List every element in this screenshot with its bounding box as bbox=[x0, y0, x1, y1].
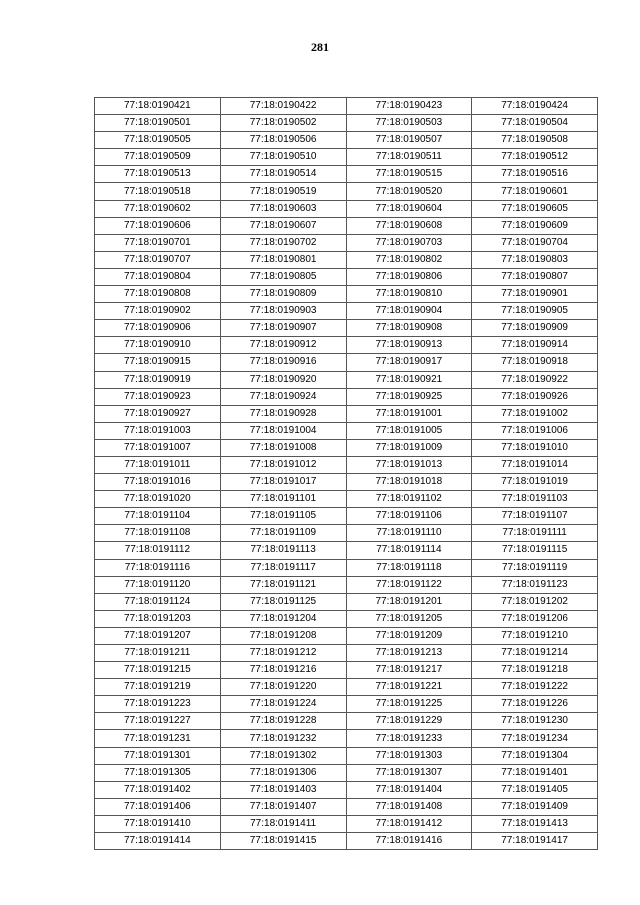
table-cell: 77:18:0191306 bbox=[220, 764, 346, 781]
table-cell: 77:18:0190702 bbox=[220, 234, 346, 251]
table-cell: 77:18:0190912 bbox=[220, 337, 346, 354]
table-cell: 77:18:0190807 bbox=[472, 268, 598, 285]
table-row bbox=[95, 815, 598, 832]
table-cell: 77:18:0191124 bbox=[95, 593, 221, 610]
table-row bbox=[95, 371, 598, 388]
table-row bbox=[95, 610, 598, 627]
table-cell: 77:18:0191216 bbox=[220, 662, 346, 679]
table-row bbox=[95, 747, 598, 764]
table-cell: 77:18:0191221 bbox=[346, 679, 472, 696]
table-cell: 77:18:0190901 bbox=[472, 286, 598, 303]
table-cell: 77:18:0191224 bbox=[220, 696, 346, 713]
table-cell: 77:18:0191109 bbox=[220, 525, 346, 542]
table-cell: 77:18:0190421 bbox=[95, 98, 221, 115]
table-cell: 77:18:0191017 bbox=[220, 474, 346, 491]
table-cell: 77:18:0190809 bbox=[220, 286, 346, 303]
table-cell: 77:18:0190510 bbox=[220, 149, 346, 166]
table-cell: 77:18:0191202 bbox=[472, 593, 598, 610]
table-cell: 77:18:0190904 bbox=[346, 303, 472, 320]
table-cell: 77:18:0190701 bbox=[95, 234, 221, 251]
table-row bbox=[95, 508, 598, 525]
table-cell: 77:18:0191113 bbox=[220, 542, 346, 559]
table-cell: 77:18:0191415 bbox=[220, 833, 346, 850]
table-cell: 77:18:0191413 bbox=[472, 815, 598, 832]
table-cell: 77:18:0190601 bbox=[472, 183, 598, 200]
table-cell: 77:18:0191226 bbox=[472, 696, 598, 713]
table-cell: 77:18:0190504 bbox=[472, 115, 598, 132]
table-cell: 77:18:0191004 bbox=[220, 422, 346, 439]
table-cell: 77:18:0191231 bbox=[95, 730, 221, 747]
table-cell: 77:18:0190919 bbox=[95, 371, 221, 388]
table-cell: 77:18:0190910 bbox=[95, 337, 221, 354]
table-row bbox=[95, 200, 598, 217]
table-cell: 77:18:0190810 bbox=[346, 286, 472, 303]
table-row bbox=[95, 559, 598, 576]
table-row bbox=[95, 132, 598, 149]
table-row bbox=[95, 166, 598, 183]
table-row bbox=[95, 354, 598, 371]
table-row bbox=[95, 679, 598, 696]
table-row bbox=[95, 98, 598, 115]
table-cell: 77:18:0191108 bbox=[95, 525, 221, 542]
table-cell: 77:18:0191218 bbox=[472, 662, 598, 679]
table-cell: 77:18:0190918 bbox=[472, 354, 598, 371]
table-row bbox=[95, 576, 598, 593]
table-cell: 77:18:0191233 bbox=[346, 730, 472, 747]
table-cell: 77:18:0191008 bbox=[220, 439, 346, 456]
table-cell: 77:18:0190913 bbox=[346, 337, 472, 354]
table-cell: 77:18:0190921 bbox=[346, 371, 472, 388]
table-cell: 77:18:0191121 bbox=[220, 576, 346, 593]
table-row bbox=[95, 542, 598, 559]
table-cell: 77:18:0191208 bbox=[220, 627, 346, 644]
table-cell: 77:18:0190924 bbox=[220, 388, 346, 405]
table-cell: 77:18:0191125 bbox=[220, 593, 346, 610]
table-cell: 77:18:0191416 bbox=[346, 833, 472, 850]
table-cell: 77:18:0191414 bbox=[95, 833, 221, 850]
table-cell: 77:18:0191417 bbox=[472, 833, 598, 850]
table-cell: 77:18:0191112 bbox=[95, 542, 221, 559]
table-cell: 77:18:0191117 bbox=[220, 559, 346, 576]
table-row bbox=[95, 525, 598, 542]
table-cell: 77:18:0190906 bbox=[95, 320, 221, 337]
table-cell: 77:18:0190609 bbox=[472, 217, 598, 234]
table-cell: 77:18:0190605 bbox=[472, 200, 598, 217]
table-cell: 77:18:0191105 bbox=[220, 508, 346, 525]
table-cell: 77:18:0190606 bbox=[95, 217, 221, 234]
table-cell: 77:18:0191229 bbox=[346, 713, 472, 730]
table-row bbox=[95, 422, 598, 439]
table-cell: 77:18:0191101 bbox=[220, 491, 346, 508]
table-row bbox=[95, 627, 598, 644]
table-cell: 77:18:0190703 bbox=[346, 234, 472, 251]
table-cell: 77:18:0191225 bbox=[346, 696, 472, 713]
table-cell: 77:18:0191012 bbox=[220, 456, 346, 473]
table-cell: 77:18:0191232 bbox=[220, 730, 346, 747]
table-cell: 77:18:0190512 bbox=[472, 149, 598, 166]
table-cell: 77:18:0191014 bbox=[472, 456, 598, 473]
table-row bbox=[95, 149, 598, 166]
table-cell: 77:18:0191407 bbox=[220, 798, 346, 815]
table-cell: 77:18:0191303 bbox=[346, 747, 472, 764]
table-cell: 77:18:0191020 bbox=[95, 491, 221, 508]
table-cell: 77:18:0191207 bbox=[95, 627, 221, 644]
table-cell: 77:18:0191002 bbox=[472, 405, 598, 422]
table-cell: 77:18:0191201 bbox=[346, 593, 472, 610]
table-row bbox=[95, 730, 598, 747]
table-row bbox=[95, 456, 598, 473]
table-cell: 77:18:0191302 bbox=[220, 747, 346, 764]
table-cell: 77:18:0191122 bbox=[346, 576, 472, 593]
table-row bbox=[95, 781, 598, 798]
table-cell: 77:18:0191006 bbox=[472, 422, 598, 439]
table-row bbox=[95, 474, 598, 491]
table-row bbox=[95, 115, 598, 132]
table-cell: 77:18:0190704 bbox=[472, 234, 598, 251]
table-cell: 77:18:0191402 bbox=[95, 781, 221, 798]
table-cell: 77:18:0191222 bbox=[472, 679, 598, 696]
table-cell: 77:18:0191215 bbox=[95, 662, 221, 679]
table-row bbox=[95, 320, 598, 337]
table-cell: 77:18:0190519 bbox=[220, 183, 346, 200]
table-cell: 77:18:0190926 bbox=[472, 388, 598, 405]
table-cell: 77:18:0190923 bbox=[95, 388, 221, 405]
table-row bbox=[95, 833, 598, 850]
table-cell: 77:18:0191401 bbox=[472, 764, 598, 781]
table-cell: 77:18:0190422 bbox=[220, 98, 346, 115]
table-cell: 77:18:0190902 bbox=[95, 303, 221, 320]
table-cell: 77:18:0191205 bbox=[346, 610, 472, 627]
table-cell: 77:18:0191219 bbox=[95, 679, 221, 696]
table-cell: 77:18:0191410 bbox=[95, 815, 221, 832]
table-cell: 77:18:0191409 bbox=[472, 798, 598, 815]
table-cell: 77:18:0190516 bbox=[472, 166, 598, 183]
table-cell: 77:18:0191204 bbox=[220, 610, 346, 627]
table-cell: 77:18:0190604 bbox=[346, 200, 472, 217]
table-cell: 77:18:0191115 bbox=[472, 542, 598, 559]
table-cell: 77:18:0190808 bbox=[95, 286, 221, 303]
table-row bbox=[95, 234, 598, 251]
table-row bbox=[95, 183, 598, 200]
table-cell: 77:18:0191234 bbox=[472, 730, 598, 747]
table-cell: 77:18:0191217 bbox=[346, 662, 472, 679]
table-cell: 77:18:0191209 bbox=[346, 627, 472, 644]
table-cell: 77:18:0190909 bbox=[472, 320, 598, 337]
table-cell: 77:18:0191103 bbox=[472, 491, 598, 508]
table-row bbox=[95, 217, 598, 234]
table-cell: 77:18:0191019 bbox=[472, 474, 598, 491]
table-cell: 77:18:0190603 bbox=[220, 200, 346, 217]
table-cell: 77:18:0191003 bbox=[95, 422, 221, 439]
table-cell: 77:18:0191005 bbox=[346, 422, 472, 439]
table-cell: 77:18:0191227 bbox=[95, 713, 221, 730]
table-cell: 77:18:0190907 bbox=[220, 320, 346, 337]
table-cell: 77:18:0191007 bbox=[95, 439, 221, 456]
table-cell: 77:18:0191210 bbox=[472, 627, 598, 644]
table-cell: 77:18:0191107 bbox=[472, 508, 598, 525]
table-cell: 77:18:0191106 bbox=[346, 508, 472, 525]
table-cell: 77:18:0190503 bbox=[346, 115, 472, 132]
table-cell: 77:18:0191001 bbox=[346, 405, 472, 422]
table-cell: 77:18:0191206 bbox=[472, 610, 598, 627]
table-cell: 77:18:0190513 bbox=[95, 166, 221, 183]
table-cell: 77:18:0190915 bbox=[95, 354, 221, 371]
table-cell: 77:18:0190805 bbox=[220, 268, 346, 285]
table-cell: 77:18:0190928 bbox=[220, 405, 346, 422]
table-cell: 77:18:0190607 bbox=[220, 217, 346, 234]
table-cell: 77:18:0190520 bbox=[346, 183, 472, 200]
table-cell: 77:18:0190916 bbox=[220, 354, 346, 371]
table-cell: 77:18:0190508 bbox=[472, 132, 598, 149]
table-cell: 77:18:0191220 bbox=[220, 679, 346, 696]
table-row bbox=[95, 439, 598, 456]
table-row bbox=[95, 798, 598, 815]
table-row bbox=[95, 645, 598, 662]
table-cell: 77:18:0190608 bbox=[346, 217, 472, 234]
table-cell: 77:18:0190515 bbox=[346, 166, 472, 183]
table-cell: 77:18:0190506 bbox=[220, 132, 346, 149]
table-row bbox=[95, 405, 598, 422]
table-row bbox=[95, 593, 598, 610]
table-row bbox=[95, 303, 598, 320]
table-cell: 77:18:0190803 bbox=[472, 251, 598, 268]
table-cell: 77:18:0191406 bbox=[95, 798, 221, 815]
table-row bbox=[95, 337, 598, 354]
table-cell: 77:18:0190914 bbox=[472, 337, 598, 354]
table-cell: 77:18:0191118 bbox=[346, 559, 472, 576]
table-cell: 77:18:0191214 bbox=[472, 645, 598, 662]
table-cell: 77:18:0191110 bbox=[346, 525, 472, 542]
table-row bbox=[95, 286, 598, 303]
table-cell: 77:18:0191119 bbox=[472, 559, 598, 576]
table-cell: 77:18:0190903 bbox=[220, 303, 346, 320]
table-cell: 77:18:0191305 bbox=[95, 764, 221, 781]
table-cell: 77:18:0190922 bbox=[472, 371, 598, 388]
table-cell: 77:18:0190509 bbox=[95, 149, 221, 166]
table-cell: 77:18:0191104 bbox=[95, 508, 221, 525]
table-cell: 77:18:0191123 bbox=[472, 576, 598, 593]
table-row bbox=[95, 713, 598, 730]
table-cell: 77:18:0191009 bbox=[346, 439, 472, 456]
table-cell: 77:18:0190602 bbox=[95, 200, 221, 217]
table-cell: 77:18:0191213 bbox=[346, 645, 472, 662]
table-cell: 77:18:0191114 bbox=[346, 542, 472, 559]
table-cell: 77:18:0191304 bbox=[472, 747, 598, 764]
table-cell: 77:18:0191203 bbox=[95, 610, 221, 627]
table-row bbox=[95, 662, 598, 679]
table-body bbox=[95, 98, 598, 850]
table-cell: 77:18:0191013 bbox=[346, 456, 472, 473]
table-cell: 77:18:0191411 bbox=[220, 815, 346, 832]
table-cell: 77:18:0190806 bbox=[346, 268, 472, 285]
table-cell: 77:18:0190920 bbox=[220, 371, 346, 388]
table-cell: 77:18:0191016 bbox=[95, 474, 221, 491]
table-cell: 77:18:0190917 bbox=[346, 354, 472, 371]
table-cell: 77:18:0191010 bbox=[472, 439, 598, 456]
table-cell: 77:18:0191116 bbox=[95, 559, 221, 576]
table-row bbox=[95, 251, 598, 268]
table-cell: 77:18:0191018 bbox=[346, 474, 472, 491]
table-cell: 77:18:0191403 bbox=[220, 781, 346, 798]
table-cell: 77:18:0191212 bbox=[220, 645, 346, 662]
table-cell: 77:18:0190905 bbox=[472, 303, 598, 320]
table-cell: 77:18:0191412 bbox=[346, 815, 472, 832]
table-cell: 77:18:0191307 bbox=[346, 764, 472, 781]
table-cell: 77:18:0190501 bbox=[95, 115, 221, 132]
table-cell: 77:18:0191111 bbox=[472, 525, 598, 542]
table-row bbox=[95, 696, 598, 713]
table-cell: 77:18:0190518 bbox=[95, 183, 221, 200]
table-cell: 77:18:0191405 bbox=[472, 781, 598, 798]
table-cell: 77:18:0191404 bbox=[346, 781, 472, 798]
table-cell: 77:18:0190802 bbox=[346, 251, 472, 268]
cadastral-number-table bbox=[94, 97, 598, 850]
table-cell: 77:18:0191301 bbox=[95, 747, 221, 764]
table-row bbox=[95, 268, 598, 285]
table-row bbox=[95, 388, 598, 405]
table-cell: 77:18:0190801 bbox=[220, 251, 346, 268]
table-cell: 77:18:0190925 bbox=[346, 388, 472, 405]
table-cell: 77:18:0191211 bbox=[95, 645, 221, 662]
page-number: 281 bbox=[311, 40, 329, 54]
table-row bbox=[95, 764, 598, 781]
table-cell: 77:18:0191230 bbox=[472, 713, 598, 730]
table-cell: 77:18:0191223 bbox=[95, 696, 221, 713]
table-cell: 77:18:0190804 bbox=[95, 268, 221, 285]
table-cell: 77:18:0191228 bbox=[220, 713, 346, 730]
table-cell: 77:18:0190505 bbox=[95, 132, 221, 149]
table-cell: 77:18:0190502 bbox=[220, 115, 346, 132]
table-cell: 77:18:0190507 bbox=[346, 132, 472, 149]
table-cell: 77:18:0191102 bbox=[346, 491, 472, 508]
table-row bbox=[95, 491, 598, 508]
table-cell: 77:18:0191120 bbox=[95, 576, 221, 593]
table-cell: 77:18:0190707 bbox=[95, 251, 221, 268]
table-cell: 77:18:0190908 bbox=[346, 320, 472, 337]
table-cell: 77:18:0190511 bbox=[346, 149, 472, 166]
table-cell: 77:18:0191408 bbox=[346, 798, 472, 815]
table-cell: 77:18:0191011 bbox=[95, 456, 221, 473]
table-cell: 77:18:0190514 bbox=[220, 166, 346, 183]
table-cell: 77:18:0190423 bbox=[346, 98, 472, 115]
table-cell: 77:18:0190927 bbox=[95, 405, 221, 422]
table-cell: 77:18:0190424 bbox=[472, 98, 598, 115]
